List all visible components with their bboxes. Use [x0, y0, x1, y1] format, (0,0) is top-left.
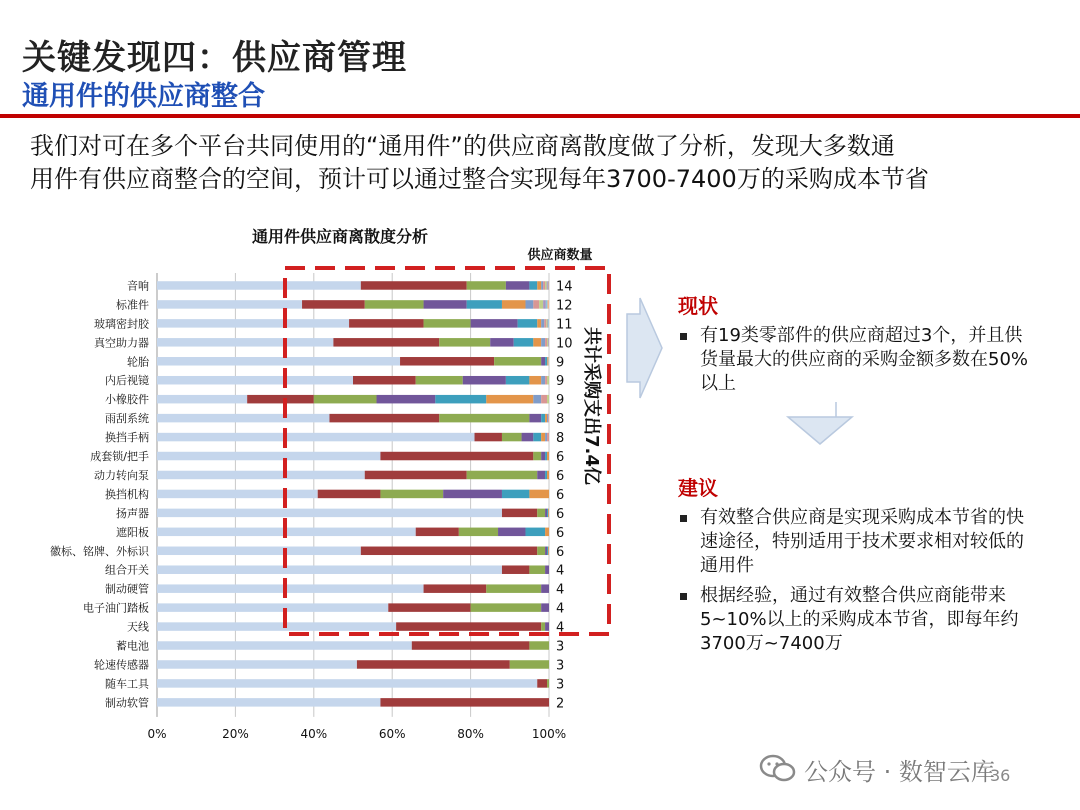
- bar-segment: [533, 395, 541, 404]
- bar-segment: [416, 376, 463, 385]
- supplier-count-label: 6: [556, 544, 565, 560]
- bar-segment: [547, 433, 549, 442]
- bar-segment: [490, 338, 514, 347]
- bar-segment: [547, 509, 548, 518]
- supplier-count-label: 3: [556, 658, 565, 674]
- bar-segment: [502, 433, 522, 442]
- bar-segment: [353, 376, 416, 385]
- bar-segment: [416, 528, 459, 537]
- bar-segment: [396, 622, 541, 631]
- bar-segment: [157, 300, 302, 309]
- bar-segment: [537, 679, 547, 688]
- supplier-count-label: 6: [556, 506, 565, 522]
- category-label: 换挡机构: [105, 487, 149, 501]
- bar-segment: [459, 528, 498, 537]
- supplier-count-label: 6: [556, 487, 565, 503]
- category-label: 小橡胶件: [105, 393, 149, 407]
- bar-segment: [533, 338, 541, 347]
- category-label: 随车工具: [105, 677, 149, 691]
- bar-segment: [502, 490, 529, 499]
- bar-segment: [548, 509, 549, 518]
- bar-segment: [157, 679, 537, 688]
- bar-segment: [537, 509, 545, 518]
- chart-category-labels: [50, 278, 150, 709]
- bar-segment: [533, 452, 541, 461]
- x-tick-label: 0%: [147, 727, 167, 741]
- category-label: 玻璃密封胶: [94, 317, 149, 331]
- suggestion-bullet: [678, 584, 1038, 656]
- bar-segment: [548, 414, 549, 423]
- page-number: 36: [990, 766, 1011, 785]
- bar-segment: [247, 395, 314, 404]
- bullet-square-icon: [680, 515, 687, 522]
- bar-segment: [541, 395, 547, 404]
- bar-segment: [529, 641, 549, 650]
- supplier-count-label: 9: [556, 393, 565, 409]
- status-bullet-text: 有19类零部件的供应商超过3个，并且供货量最大的供应商的采购金额多数在50%以上: [700, 325, 1029, 394]
- category-label: 徽标、铭牌、外标识: [50, 544, 149, 558]
- bar-segment: [502, 509, 537, 518]
- category-label: 真空助力器: [94, 336, 149, 350]
- category-label: 轮胎: [127, 355, 149, 369]
- page-title: 关键发现四：供应商管理: [22, 38, 407, 78]
- bar-segment: [541, 603, 549, 612]
- bar-segment: [547, 471, 549, 480]
- bar-segment: [541, 338, 545, 347]
- x-tick-label: 20%: [222, 727, 249, 741]
- bar-segment: [548, 547, 549, 556]
- suggestion-bullet-list: [678, 506, 1038, 662]
- bar-segment: [541, 357, 545, 366]
- bar-segment: [357, 660, 510, 669]
- bar-segment: [541, 584, 549, 593]
- supplier-count-label: 4: [556, 582, 565, 598]
- bar-segment: [498, 528, 525, 537]
- supplier-count-label: 11: [556, 317, 573, 333]
- bar-segment: [541, 281, 543, 290]
- supplier-count-label: 6: [556, 468, 565, 484]
- bar-segment: [157, 565, 502, 574]
- bar-segment: [547, 319, 548, 328]
- page-subtitle: 通用件的供应商整合: [22, 81, 265, 112]
- bar-segment: [514, 338, 534, 347]
- bar-segment: [400, 357, 494, 366]
- bar-segment: [541, 414, 545, 423]
- supplier-count-label: 6: [556, 525, 565, 541]
- bar-segment: [545, 452, 547, 461]
- bar-segment: [380, 452, 533, 461]
- bar-segment: [157, 281, 361, 290]
- category-label: 动力转向泵: [94, 468, 149, 482]
- bar-segment: [547, 281, 548, 290]
- bar-segment: [157, 414, 329, 423]
- chart-bars: [157, 281, 549, 706]
- supplier-count-label: 8: [556, 431, 565, 447]
- intro-line-2: 用件有供应商整合的空间，预计可以通过整合实现每年3700-7400万的采购成本节省: [30, 165, 929, 193]
- supplier-count-label: 4: [556, 563, 565, 579]
- category-label: 制动硬管: [105, 582, 149, 596]
- bar-segment: [545, 376, 547, 385]
- bar-segment: [543, 281, 545, 290]
- bar-segment: [537, 319, 541, 328]
- bar-segment: [377, 395, 436, 404]
- bar-segment: [157, 319, 349, 328]
- bar-segment: [157, 622, 396, 631]
- bar-segment: [314, 395, 377, 404]
- bar-segment: [424, 584, 487, 593]
- status-bullet-list: [678, 324, 1038, 402]
- bar-segment: [541, 622, 545, 631]
- category-label: 轮速传感器: [94, 658, 149, 672]
- bar-segment: [475, 433, 502, 442]
- bar-segment: [545, 509, 547, 518]
- bar-segment: [537, 281, 541, 290]
- supplier-count-label: 6: [556, 450, 565, 466]
- bar-segment: [529, 565, 545, 574]
- suggestion-bullet-text: 有效整合供应商是实现采购成本节省的快速途径，特别适用于技术要求相对较低的通用件: [700, 507, 1024, 576]
- wechat-icon: [758, 752, 798, 784]
- supplier-count-label: 8: [556, 412, 565, 428]
- supplier-count-label: 3: [556, 639, 565, 655]
- bar-segment: [463, 376, 506, 385]
- supplier-count-label: 2: [556, 696, 565, 712]
- bar-segment: [522, 433, 534, 442]
- chart-title: 通用件供应商离散度分析: [251, 227, 429, 246]
- category-label: 蓄电池: [116, 639, 149, 653]
- bar-segment: [545, 433, 547, 442]
- bar-segment: [157, 452, 380, 461]
- category-label: 组合开关: [105, 563, 149, 577]
- bar-segment: [545, 547, 547, 556]
- bar-segment: [318, 490, 381, 499]
- bar-segment: [329, 414, 439, 423]
- intro-line-1: 我们对可在多个平台共同使用的“通用件”的供应商离散度做了分析，发现大多数通: [30, 132, 895, 160]
- bar-segment: [157, 641, 412, 650]
- bar-segment: [545, 338, 547, 347]
- bar-segment: [547, 300, 549, 309]
- bar-segment: [547, 679, 549, 688]
- bar-segment: [537, 547, 545, 556]
- supplier-count-label: 9: [556, 374, 565, 390]
- bar-segment: [547, 395, 549, 404]
- bullet-square-icon: [680, 593, 687, 600]
- bar-segment: [518, 319, 538, 328]
- bar-segment: [157, 698, 380, 707]
- bar-segment: [547, 414, 548, 423]
- bar-segment: [365, 471, 467, 480]
- bar-segment: [548, 338, 549, 347]
- supplier-count-label: 9: [556, 355, 565, 371]
- bar-segment: [443, 490, 502, 499]
- bar-segment: [533, 433, 541, 442]
- bar-segment: [365, 300, 424, 309]
- bar-segment: [349, 319, 423, 328]
- bar-segment: [380, 698, 549, 707]
- bar-segment: [547, 547, 548, 556]
- bar-segment: [333, 338, 439, 347]
- x-tick-label: 80%: [457, 727, 484, 741]
- bar-segment: [486, 395, 533, 404]
- bar-segment: [157, 584, 424, 593]
- bullet-square-icon: [680, 333, 687, 340]
- bar-segment: [494, 357, 541, 366]
- category-label: 换挡手柄: [105, 431, 149, 445]
- bar-segment: [545, 528, 549, 537]
- bar-segment: [541, 433, 545, 442]
- suggestion-bullet-text: 根据经验，通过有效整合供应商能带来5~10%以上的采购成本节省，即每年约3700万~7400万: [700, 585, 1019, 654]
- bar-segment: [541, 452, 545, 461]
- bar-segment: [545, 471, 547, 480]
- bar-segment: [157, 603, 388, 612]
- supplier-count-label: 3: [556, 677, 565, 693]
- bar-segment: [537, 471, 545, 480]
- x-tick-label: 100%: [531, 727, 567, 741]
- category-label: 成套锁/把手: [90, 450, 149, 464]
- status-heading: 现状: [678, 294, 718, 318]
- bar-segment: [546, 300, 548, 309]
- bar-segment: [467, 281, 506, 290]
- bar-segment: [157, 376, 353, 385]
- bar-segment: [506, 281, 530, 290]
- bar-segment: [471, 319, 518, 328]
- bar-segment: [525, 528, 545, 537]
- category-label: 遮阳板: [116, 525, 149, 539]
- status-bullet: [678, 324, 1038, 396]
- bar-segment: [529, 414, 541, 423]
- total-spend-callout: 共计采购支出7.4亿: [581, 327, 602, 485]
- category-label: 扬声器: [116, 506, 149, 520]
- bar-segment: [544, 319, 546, 328]
- bar-segment: [545, 622, 549, 631]
- bar-segment: [439, 338, 490, 347]
- bar-segment: [539, 300, 543, 309]
- bar-segment: [157, 471, 365, 480]
- bar-segment: [157, 547, 361, 556]
- bar-segment: [547, 338, 548, 347]
- category-label: 雨刮系统: [105, 412, 149, 426]
- bar-segment: [543, 300, 546, 309]
- category-label: 电子油门踏板: [83, 601, 149, 615]
- right-arrow-icon: [627, 298, 662, 398]
- bar-segment: [529, 376, 541, 385]
- bar-segment: [157, 660, 357, 669]
- bar-segment: [545, 281, 547, 290]
- bar-segment: [525, 300, 533, 309]
- bar-segment: [547, 376, 549, 385]
- bar-segment: [157, 490, 318, 499]
- bar-segment: [502, 565, 529, 574]
- category-label: 标准件: [116, 298, 149, 312]
- bar-segment: [529, 490, 549, 499]
- bar-segment: [157, 338, 333, 347]
- bar-segment: [157, 509, 502, 518]
- bar-segment: [157, 433, 475, 442]
- bar-segment: [361, 281, 467, 290]
- chart-supplier-counts: [556, 279, 573, 711]
- supplier-count-label: 4: [556, 601, 565, 617]
- suggestion-bullet: [678, 506, 1038, 578]
- bar-segment: [361, 547, 537, 556]
- bar-segment: [533, 300, 539, 309]
- bar-segment: [424, 300, 467, 309]
- bar-segment: [388, 603, 470, 612]
- bar-segment: [529, 281, 537, 290]
- category-label: 内后视镜: [105, 374, 149, 388]
- bar-segment: [510, 660, 549, 669]
- bar-segment: [467, 300, 502, 309]
- bar-segment: [486, 584, 541, 593]
- bar-segment: [541, 319, 544, 328]
- bar-segment: [471, 603, 542, 612]
- bar-segment: [545, 565, 549, 574]
- supplier-count-label: 10: [556, 336, 573, 352]
- bar-segment: [547, 452, 549, 461]
- supplier-count-header: 供应商数量: [527, 248, 593, 263]
- category-label: 音响: [127, 279, 149, 293]
- bar-segment: [412, 641, 530, 650]
- supplier-count-label: 12: [556, 298, 573, 314]
- bar-segment: [548, 319, 549, 328]
- x-tick-label: 40%: [300, 727, 328, 741]
- bar-segment: [547, 357, 548, 366]
- category-label: 天线: [127, 620, 149, 634]
- bar-segment: [439, 414, 529, 423]
- bar-segment: [424, 319, 471, 328]
- bar-segment: [545, 414, 547, 423]
- bar-segment: [157, 357, 400, 366]
- down-arrow-icon: [788, 402, 852, 444]
- bar-segment: [546, 319, 547, 328]
- bar-segment: [502, 300, 526, 309]
- category-label: 制动软管: [105, 696, 149, 710]
- bar-segment: [435, 395, 486, 404]
- bar-segment: [302, 300, 365, 309]
- bar-segment: [541, 376, 545, 385]
- bar-segment: [157, 395, 247, 404]
- x-tick-label: 60%: [378, 727, 406, 741]
- supplier-count-label: 14: [556, 279, 573, 295]
- supplier-count-label: 4: [556, 620, 565, 636]
- bar-segment: [506, 376, 530, 385]
- bar-segment: [467, 471, 538, 480]
- bar-segment: [380, 490, 443, 499]
- chart-x-ticks: [147, 727, 566, 741]
- watermark: 公众号 · 数智云库: [804, 758, 995, 786]
- bar-segment: [545, 357, 547, 366]
- suggestion-heading: 建议: [678, 476, 718, 500]
